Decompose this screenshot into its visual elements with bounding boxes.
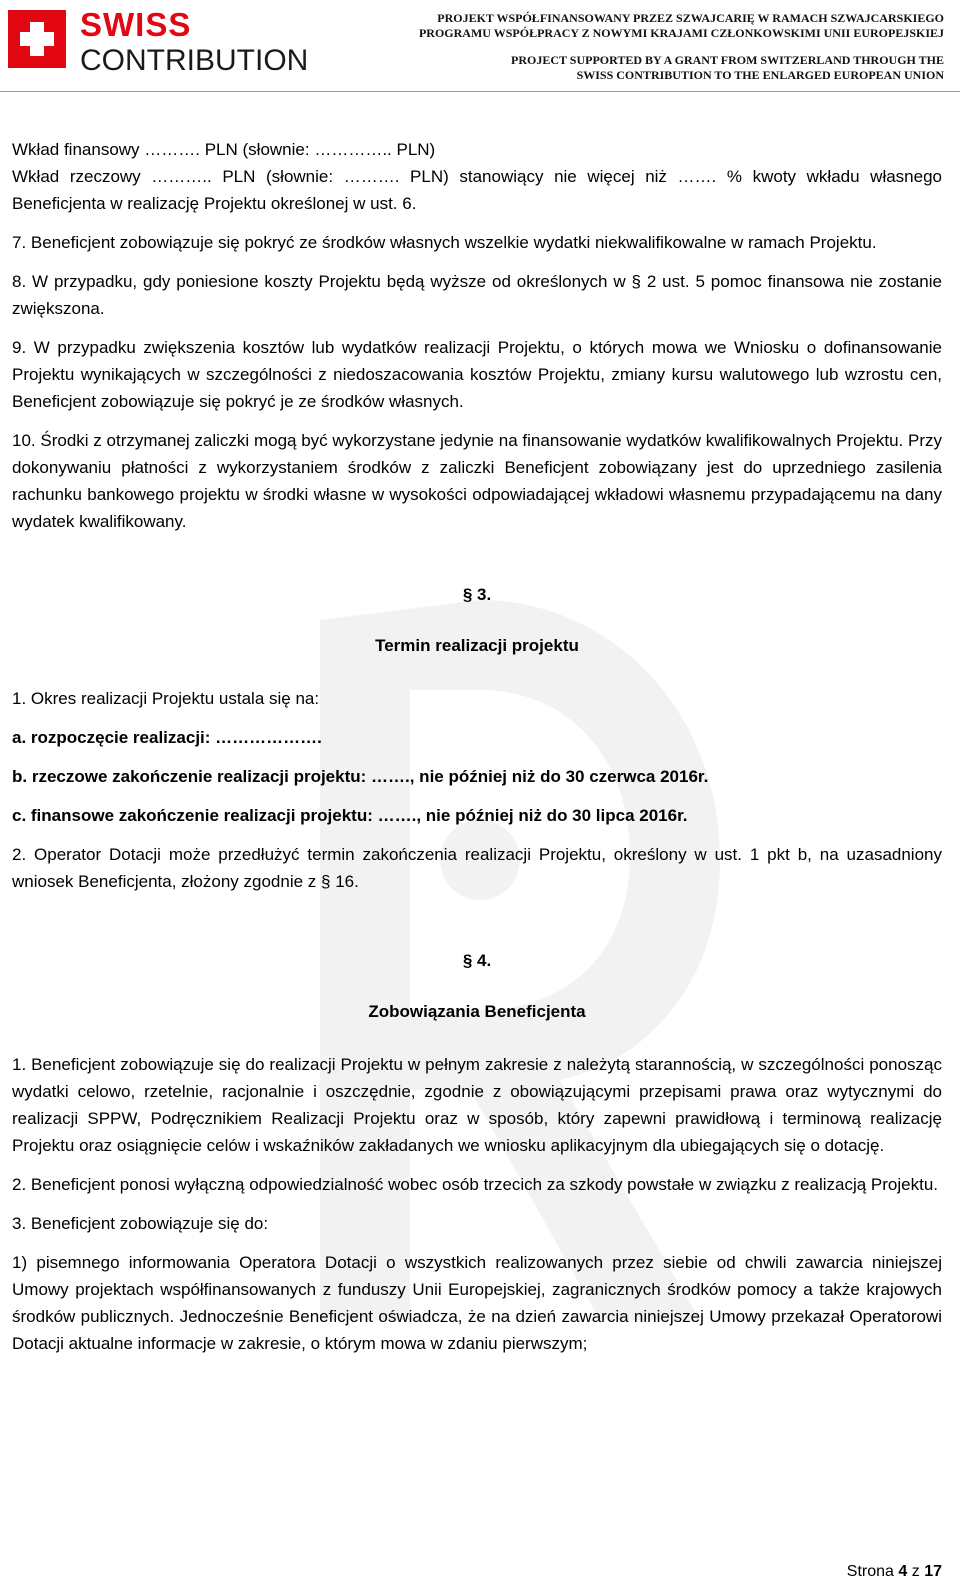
paragraph-wklad-finansowy: Wkład finansowy ………. PLN (słownie: ………….. PLN)	[12, 140, 436, 159]
section-3-paragraph-2: 2. Operator Dotacji może przedłużyć termin zakończenia realizacji Projektu, określony w ust. 1 pkt b, na uzasadniony wniosek Beneficjenta, złożony zgodnie z § 16.	[12, 845, 942, 891]
header-pl-line-1: PROJEKT WSPÓŁFINANSOWANY PRZEZ SZWAJCARIĘ W RAMACH SZWAJCARSKIEGO	[437, 11, 944, 25]
header-english-statement	[511, 53, 944, 83]
section-3-item-a: a. rozpoczęcie realizacji: ……………….	[12, 728, 322, 747]
section-3-item-b: b. rzeczowe zakończenie realizacji projektu: ……., nie później niż do 30 czerwca 2016r.	[12, 767, 709, 786]
header-en-line-1: PROJECT SUPPORTED BY A GRANT FROM SWITZERLAND THROUGH THE	[511, 53, 944, 67]
header-en-line-2: SWISS CONTRIBUTION TO THE ENLARGED EUROPEAN UNION	[576, 68, 944, 82]
paragraph-wklad-rzeczowy: Wkład rzeczowy ……….. PLN (słownie: ………. PLN) stanowiący nie więcej niż ……. % kwoty wkładu własnego Beneficjenta w realizację Projektu określonej w ust. 6.	[12, 167, 942, 213]
page-header	[0, 0, 960, 92]
paragraph-8: 8. W przypadku, gdy poniesione koszty Projektu będą wyższe od określonych w § 2 ust. 5 pomoc finansowa nie zostanie zwiększona.	[12, 272, 942, 318]
section-4-number: § 4.	[462, 951, 492, 970]
logo-text-swiss: SWISS	[80, 6, 192, 43]
paragraph-9: 9. W przypadku zwiększenia kosztów lub wydatków realizacji Projektu, o których mowa we Wniosku o dofinansowanie Projektu wynikających w szczególności z niedoszacowania kosztów Projektu, zmiany kursu walutowego lub wzrostu cen, Beneficjent zobowiązuje się pokryć je ze środków własnych.	[12, 338, 942, 411]
section-4-paragraph-1: 1. Beneficjent zobowiązuje się do realizacji Projektu w pełnym zakresie z należytą starannością, w szczególności ponosząc wydatki celowo, rzetelnie, racjonalnie i oszczędnie, zgodnie z obowiązującymi przepisami prawa oraz wytycznymi do realizacji SPPW, Podręcznikiem Realizacji Projektu oraz w sposób, który zapewni prawidłową i terminową realizację Projektu oraz osiągnięcie celów i wskaźników zakładanych we wniosku aplikacyjnym dla ubiegających się o dotację.	[12, 1055, 942, 1155]
section-3-title: Termin realizacji projektu	[375, 636, 579, 655]
page-separator: z	[911, 1563, 920, 1580]
paragraph-10: 10. Środki z otrzymanej zaliczki mogą być wykorzystane jedynie na finansowanie wydatków kwalifikowalnych Projektu. Przy dokonywaniu płatności z wykorzystaniem środków z zaliczki Beneficjent zobowiązany jest do uprzedniego zasilenia rachunku bankowego projektu w środki własne w wysokości odpowiadającej wkładowi własnemu przypadającemu na dany wydatek kwalifikowany.	[12, 431, 942, 531]
section-4-paragraph-2: 2. Beneficjent ponosi wyłączną odpowiedzialność wobec osób trzecich za szkody powstałe w związku z realizacją Projektu.	[12, 1175, 939, 1194]
page-label: Strona	[846, 1563, 894, 1580]
section-3-paragraph-1: 1. Okres realizacji Projektu ustala się na:	[12, 689, 320, 708]
page-current: 4	[898, 1563, 908, 1580]
header-pl-line-2: PROGRAMU WSPÓŁPRACY Z NOWYMI KRAJAMI CZŁONKOWSKIMI UNII EUROPEJSKIEJ	[418, 26, 944, 40]
swiss-cross-bar-v	[30, 22, 44, 56]
section-4-paragraph-3: 3. Beneficjent zobowiązuje się do:	[12, 1214, 269, 1233]
document-body	[12, 136, 942, 1357]
logo-text-contribution: CONTRIBUTION	[80, 44, 309, 77]
section-4-paragraph-3-point-1: 1) pisemnego informowania Operatora Dotacji o wszystkich realizowanych przez siebie od chwili zawarcia niniejszej Umowy projektach współfinansowanych z funduszy Unii Europejskiej, zagranicznych środków pomocy a także krajowych środków publicznych. Jednocześnie Beneficjent oświadcza, że na dzień zawarcia niniejszej Umowy przekazał Operatorowi Dotacji aktualne informacje w zakresie, o którym mowa w zdaniu pierwszym;	[12, 1253, 942, 1353]
page-total: 17	[924, 1563, 942, 1580]
section-3-number: § 3.	[462, 585, 492, 604]
header-divider	[0, 91, 960, 92]
page-number	[847, 1563, 942, 1581]
section-3-item-c: c. finansowe zakończenie realizacji projektu: ……., nie później niż do 30 lipca 2016r.	[12, 806, 688, 825]
paragraph-7: 7. Beneficjent zobowiązuje się pokryć ze środków własnych wszelkie wydatki niekwalifikowalne w ramach Projektu.	[12, 233, 877, 252]
section-4-title: Zobowiązania Beneficjenta	[368, 1002, 586, 1021]
header-polish-statement	[419, 11, 944, 41]
